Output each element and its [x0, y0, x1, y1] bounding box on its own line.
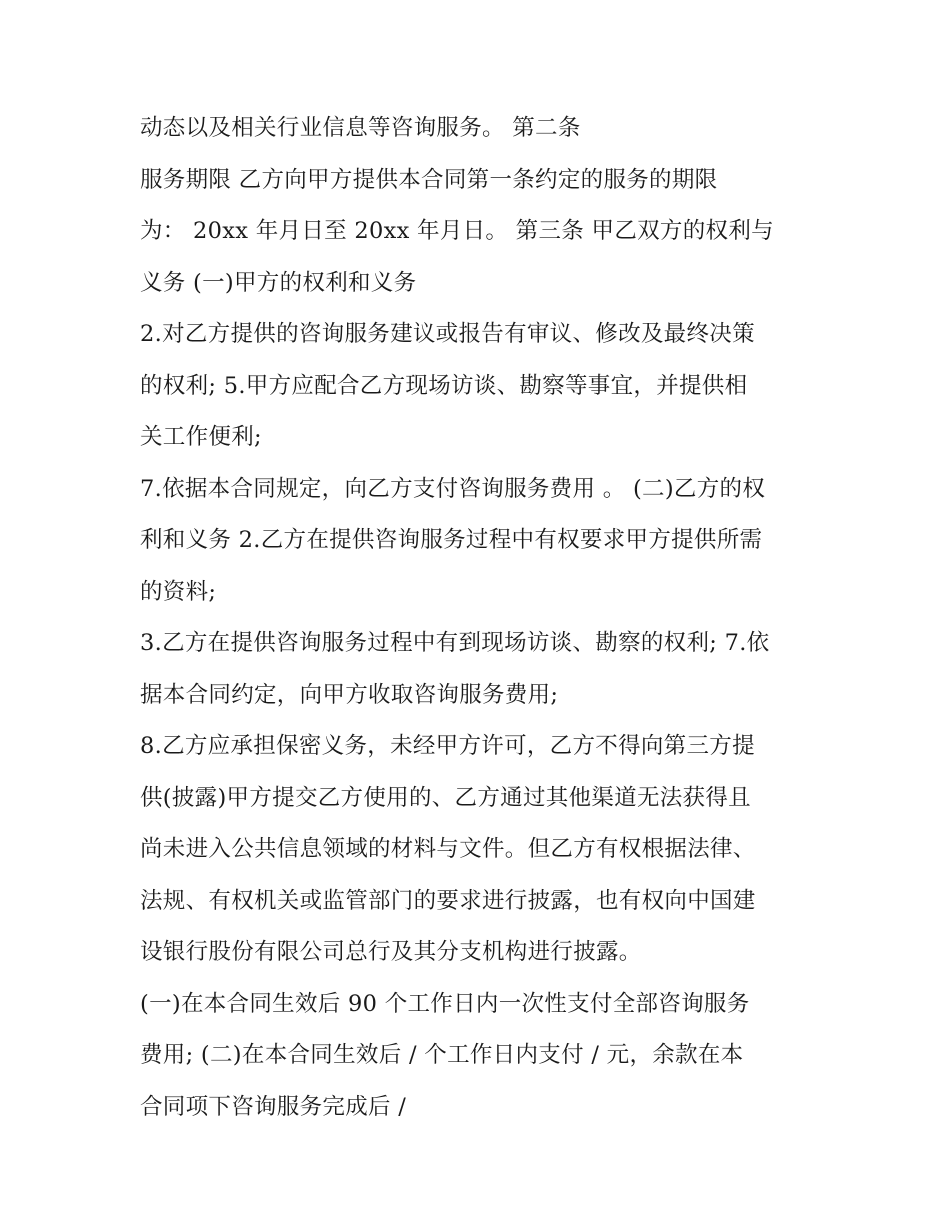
text-line: 的资料; — [140, 578, 217, 605]
document-body — [140, 108, 820, 1138]
text-line: 的权利; 5.甲方应配合乙方现场访谈、勘察等事宜，并提供相 — [140, 372, 748, 399]
text-line: 7.依据本合同规定，向乙方支付咨询服务费用 。 (二)乙方的权 — [140, 475, 766, 502]
text-line: (一)在本合同生效后 90 个工作日内一次性支付全部咨询服务 — [140, 990, 750, 1017]
text-line: 据本合同约定，向甲方收取咨询服务费用; — [140, 681, 559, 708]
text-line: 利和义务 2.乙方在提供咨询服务过程中有权要求甲方提供所需 — [140, 527, 763, 553]
text-line: 3.乙方在提供咨询服务过程中有到现场访谈、勘察的权利; 7.依 — [140, 630, 770, 656]
text-line: 法规、有权机关或监管部门的要求进行披露，也有权向中国建 — [140, 887, 756, 914]
text-line: 义务 (一)甲方的权利和义务 — [140, 269, 417, 296]
text-line: 服务期限 乙方向甲方提供本合同第一条约定的服务的期限 — [140, 166, 718, 193]
text-line: 费用; (二)在本合同生效后 / 个工作日内支付 / 元，余款在本 — [140, 1042, 744, 1068]
text-line: 动态以及相关行业信息等咨询服务。 第二条 — [140, 115, 581, 141]
text-line: 为： 20xx 年月日至 20xx 年月日。 第三条 甲乙双方的权利与 — [140, 218, 774, 244]
text-line: 8.乙方应承担保密义务，未经甲方许可，乙方不得向第三方提 — [140, 733, 755, 759]
text-line: 设银行股份有限公司总行及其分支机构进行披露。 — [140, 939, 642, 965]
text-line: 2.对乙方提供的咨询服务建议或报告有审议、修改及最终决策 — [140, 321, 755, 347]
text-line: 供(披露)甲方提交乙方使用的、乙方通过其他渠道无法获得且 — [140, 784, 751, 811]
text-line: 合同项下咨询服务完成后 / — [140, 1093, 407, 1120]
text-line: 关工作便利; — [140, 424, 262, 450]
text-line: 尚未进入公共信息领域的材料与文件。但乙方有权根据法律、 — [140, 836, 756, 862]
